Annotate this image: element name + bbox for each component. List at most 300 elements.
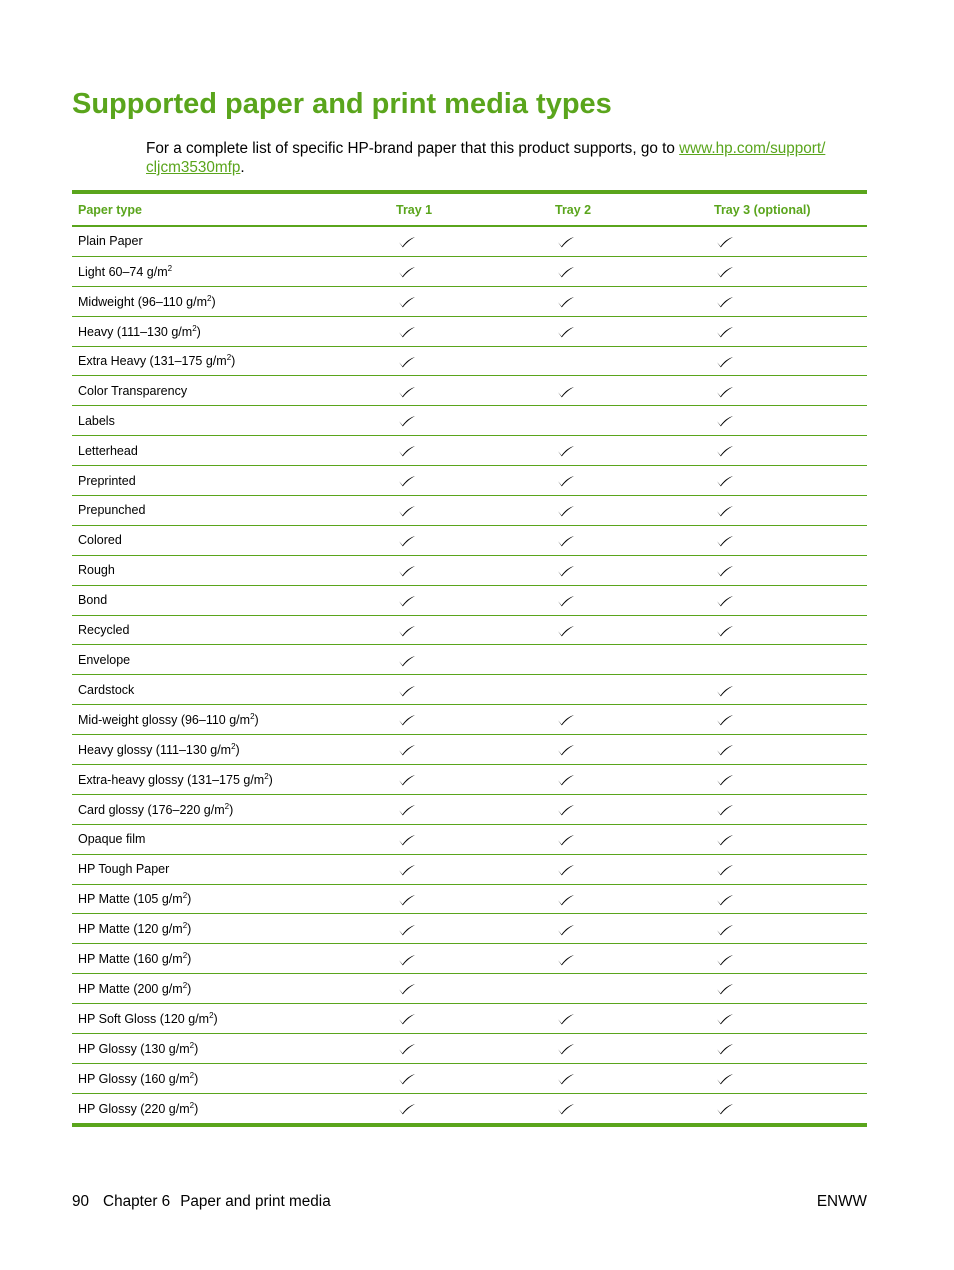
table-row [72, 884, 867, 914]
tray-3-cell [708, 496, 867, 526]
unit-superscript: 2 [182, 921, 188, 931]
paper-type-cell [72, 436, 390, 466]
tray-2-cell [549, 406, 708, 436]
tray-3-cell [708, 376, 867, 406]
table-row [72, 1034, 867, 1064]
checkmark-icon [714, 563, 734, 577]
paper-type-name: HP Tough Paper [78, 862, 170, 877]
paper-type-cell [72, 794, 390, 824]
tray-2-cell [549, 1034, 708, 1064]
tray-1-cell [390, 884, 549, 914]
paper-type-name: Cardstock [78, 682, 135, 697]
tray-2-cell [549, 256, 708, 286]
intro-paragraph [146, 139, 876, 177]
table-row [72, 824, 867, 854]
checkmark-icon [396, 1041, 416, 1055]
checkmark-icon [555, 533, 575, 547]
unit-superscript: 2 [182, 951, 188, 961]
paper-type-suffix: ) [194, 1042, 199, 1057]
tray-2-cell [549, 914, 708, 944]
checkmark-icon [714, 952, 734, 966]
checkmark-icon [714, 713, 734, 727]
table-row [72, 735, 867, 765]
tray-1-cell [390, 406, 549, 436]
paper-type-cell [72, 1063, 390, 1093]
unit-superscript: 2 [207, 293, 212, 303]
checkmark-icon [396, 713, 416, 727]
table-row [72, 346, 867, 376]
checkmark-icon [555, 713, 575, 727]
tray-2-cell [549, 555, 708, 585]
paper-type-cell [72, 735, 390, 765]
tray-3-cell [708, 854, 867, 884]
checkmark-icon [396, 1071, 416, 1085]
paper-type-name: Rough [78, 563, 115, 578]
table-row [72, 1004, 867, 1034]
paper-type-cell [72, 824, 390, 854]
checkmark-icon [396, 743, 416, 757]
paper-type-suffix: ) [187, 952, 192, 967]
checkmark-icon [714, 892, 734, 906]
unit-superscript: 2 [167, 263, 173, 273]
checkmark-icon [714, 1101, 734, 1115]
checkmark-icon [555, 862, 575, 876]
tray-1-cell [390, 765, 549, 795]
tray-3-cell [708, 765, 867, 795]
checkmark-icon [555, 503, 575, 517]
table-row [72, 406, 867, 436]
paper-type-name: HP Matte (160 g/m [78, 952, 183, 967]
checkmark-icon [396, 264, 416, 278]
checkmark-icon [396, 384, 416, 398]
tray-2-cell [549, 346, 708, 376]
checkmark-icon [714, 384, 734, 398]
tray-2-cell [549, 854, 708, 884]
tray-1-cell [390, 256, 549, 286]
paper-type-cell [72, 316, 390, 346]
checkmark-icon [714, 503, 734, 517]
checkmark-icon [714, 414, 734, 428]
paper-type-table-container [72, 190, 867, 1127]
checkmark-icon [714, 444, 734, 458]
unit-superscript: 2 [250, 712, 255, 722]
table-row [72, 794, 867, 824]
paper-type-cell [72, 346, 390, 376]
table-row [72, 256, 867, 286]
checkmark-icon [714, 862, 734, 876]
tray-2-cell [549, 1004, 708, 1034]
table-row [72, 226, 867, 256]
tray-2-cell [549, 376, 708, 406]
table-row [72, 944, 867, 974]
tray-3-cell [708, 794, 867, 824]
tray-3-cell [708, 1004, 867, 1034]
tray-1-cell [390, 675, 549, 705]
footer-locale: ENWW [816, 1193, 867, 1210]
checkmark-icon [555, 563, 575, 577]
checkmark-icon [714, 1071, 734, 1085]
checkmark-icon [714, 474, 734, 488]
checkmark-icon [555, 294, 575, 308]
checkmark-icon [714, 772, 734, 786]
tray-1-cell [390, 854, 549, 884]
paper-type-name: HP Matte (120 g/m [78, 922, 183, 937]
tray-1-cell [390, 824, 549, 854]
tray-1-cell [390, 735, 549, 765]
tray-2-cell [549, 585, 708, 615]
checkmark-icon [555, 892, 575, 906]
tray-3-cell [708, 705, 867, 735]
page-title: Supported paper and print media types [72, 88, 612, 120]
checkmark-icon [714, 832, 734, 846]
paper-type-cell [72, 555, 390, 585]
paper-type-suffix: ) [194, 1071, 199, 1086]
checkmark-icon [396, 444, 416, 458]
tray-1-cell [390, 496, 549, 526]
paper-type-cell [72, 256, 390, 286]
tray-1-cell [390, 615, 549, 645]
paper-type-suffix: ) [213, 1012, 218, 1027]
tray-1-cell [390, 944, 549, 974]
checkmark-icon [396, 474, 416, 488]
unit-superscript: 2 [209, 1011, 214, 1021]
checkmark-icon [396, 802, 416, 816]
unit-superscript: 2 [182, 981, 188, 991]
paper-type-suffix: ) [235, 743, 240, 758]
checkmark-icon [714, 982, 734, 996]
page-footer [72, 1193, 867, 1211]
tray-3-cell [708, 944, 867, 974]
table-row [72, 585, 867, 615]
page-number: 90 [72, 1193, 90, 1210]
intro-end: . [240, 159, 245, 176]
table-row [72, 525, 867, 555]
table-row [72, 436, 867, 466]
tray-2-cell [549, 645, 708, 675]
checkmark-icon [396, 862, 416, 876]
tray-3-cell [708, 406, 867, 436]
paper-type-suffix: ) [194, 1101, 199, 1116]
chapter-label: Chapter 6 [103, 1193, 171, 1210]
paper-type-name: Bond [78, 593, 108, 608]
unit-superscript: 2 [189, 1040, 195, 1050]
paper-type-cell [72, 675, 390, 705]
paper-type-cell [72, 765, 390, 795]
table-row [72, 705, 867, 735]
tray-3-cell [708, 316, 867, 346]
checkmark-icon [555, 474, 575, 488]
paper-type-cell [72, 854, 390, 884]
paper-type-cell [72, 944, 390, 974]
tray-3-cell [708, 914, 867, 944]
unit-superscript: 2 [264, 771, 269, 781]
table-header-row [72, 194, 867, 226]
checkmark-icon [396, 563, 416, 577]
tray-1-cell [390, 376, 549, 406]
tray-2-cell [549, 525, 708, 555]
tray-2-cell [549, 615, 708, 645]
hp-support-link[interactable]: www.hp.com/support/ cljcm3530mfp [146, 140, 826, 176]
checkmark-icon [396, 772, 416, 786]
paper-type-cell [72, 1004, 390, 1034]
paper-type-cell [72, 914, 390, 944]
checkmark-icon [396, 294, 416, 308]
table-row [72, 1063, 867, 1093]
checkmark-icon [396, 1012, 416, 1026]
tray-3-cell [708, 884, 867, 914]
tray-2-cell [549, 1093, 708, 1122]
paper-type-cell [72, 585, 390, 615]
unit-superscript: 2 [189, 1070, 195, 1080]
paper-type-name: Extra Heavy (131–175 g/m [78, 354, 227, 369]
paper-type-cell [72, 615, 390, 645]
table-row [72, 376, 867, 406]
checkmark-icon [555, 772, 575, 786]
paper-type-suffix: ) [187, 922, 192, 937]
checkmark-icon [396, 414, 416, 428]
checkmark-icon [714, 354, 734, 368]
tray-3-cell [708, 675, 867, 705]
unit-superscript: 2 [231, 742, 236, 751]
paper-type-table [72, 194, 867, 1123]
table-row [72, 974, 867, 1004]
paper-type-name: HP Matte (105 g/m [78, 892, 183, 907]
table-body [72, 226, 867, 1123]
tray-1-cell [390, 1004, 549, 1034]
unit-superscript: 2 [224, 801, 230, 811]
table-row [72, 854, 867, 884]
paper-type-cell [72, 705, 390, 735]
tray-2-cell [549, 884, 708, 914]
intro-text: For a complete list of specific HP-brand paper that this product supports, go to [146, 140, 680, 157]
paper-type-suffix: ) [254, 713, 259, 728]
checkmark-icon [396, 503, 416, 517]
checkmark-icon [714, 922, 734, 936]
table-row [72, 316, 867, 346]
tray-1-cell [390, 645, 549, 675]
tray-1-cell [390, 346, 549, 376]
checkmark-icon [396, 653, 416, 667]
unit-superscript: 2 [182, 891, 188, 901]
tray-2-cell [549, 466, 708, 496]
checkmark-icon [555, 743, 575, 757]
paper-type-cell [72, 645, 390, 675]
paper-type-suffix: ) [211, 294, 216, 309]
table-row [72, 496, 867, 526]
paper-type-name: HP Glossy (130 g/m [78, 1042, 190, 1057]
checkmark-icon [555, 1071, 575, 1085]
tray-2-cell [549, 316, 708, 346]
tray-1-cell [390, 466, 549, 496]
tray-1-cell [390, 1034, 549, 1064]
paper-type-cell [72, 226, 390, 256]
header-paper-type: Paper type [72, 194, 390, 226]
tray-3-cell [708, 585, 867, 615]
paper-type-cell [72, 974, 390, 1004]
checkmark-icon [396, 593, 416, 607]
checkmark-icon [714, 324, 734, 338]
checkmark-icon [555, 234, 575, 248]
checkmark-icon [396, 324, 416, 338]
paper-type-suffix: ) [268, 773, 273, 788]
paper-type-name: Heavy (111–130 g/m [78, 324, 193, 339]
tray-1-cell [390, 316, 549, 346]
paper-type-name: Prepunched [78, 503, 146, 518]
paper-type-name: Extra-heavy glossy (131–175 g/m [78, 773, 265, 788]
tray-3-cell [708, 256, 867, 286]
paper-type-name: Light 60–74 g/m [78, 264, 168, 279]
tray-1-cell [390, 585, 549, 615]
table-row [72, 615, 867, 645]
checkmark-icon [714, 533, 734, 547]
header-tray-2: Tray 2 [549, 194, 708, 226]
tray-3-cell [708, 1034, 867, 1064]
checkmark-icon [714, 1041, 734, 1055]
paper-type-name: Heavy glossy (111–130 g/m [78, 743, 232, 758]
tray-1-cell [390, 794, 549, 824]
paper-type-cell [72, 376, 390, 406]
checkmark-icon [396, 354, 416, 368]
tray-1-cell [390, 436, 549, 466]
paper-type-name: Card glossy (176–220 g/m [78, 802, 225, 817]
chapter-title: Paper and print media [180, 1193, 331, 1210]
checkmark-icon [555, 1041, 575, 1055]
table-row [72, 675, 867, 705]
paper-type-name: Mid-weight glossy (96–110 g/m [78, 713, 251, 728]
checkmark-icon [555, 802, 575, 816]
checkmark-icon [555, 623, 575, 637]
table-row [72, 914, 867, 944]
paper-type-name: Envelope [78, 652, 131, 667]
paper-type-cell [72, 884, 390, 914]
paper-type-suffix: ) [187, 892, 192, 907]
checkmark-icon [555, 952, 575, 966]
tray-2-cell [549, 675, 708, 705]
tray-1-cell [390, 914, 549, 944]
unit-superscript: 2 [192, 323, 197, 333]
tray-2-cell [549, 705, 708, 735]
paper-type-name: HP Matte (200 g/m [78, 982, 183, 997]
checkmark-icon [555, 264, 575, 278]
tray-1-cell [390, 705, 549, 735]
tray-1-cell [390, 226, 549, 256]
unit-superscript: 2 [226, 353, 232, 363]
paper-type-suffix: ) [229, 802, 234, 817]
tray-1-cell [390, 1063, 549, 1093]
paper-type-suffix: ) [196, 324, 201, 339]
tray-2-cell [549, 974, 708, 1004]
paper-type-cell [72, 286, 390, 316]
tray-3-cell [708, 735, 867, 765]
checkmark-icon [555, 832, 575, 846]
tray-3-cell [708, 286, 867, 316]
table-row [72, 555, 867, 585]
checkmark-icon [714, 1012, 734, 1026]
paper-type-name: Opaque film [78, 832, 146, 847]
checkmark-icon [396, 533, 416, 547]
paper-type-suffix: ) [187, 982, 192, 997]
table-row [72, 466, 867, 496]
tray-3-cell [708, 555, 867, 585]
checkmark-icon [714, 593, 734, 607]
tray-1-cell [390, 555, 549, 585]
checkmark-icon [396, 832, 416, 846]
tray-2-cell [549, 824, 708, 854]
checkmark-icon [714, 234, 734, 248]
paper-type-name: HP Soft Gloss (120 g/m [78, 1012, 210, 1027]
paper-type-cell [72, 406, 390, 436]
checkmark-icon [555, 384, 575, 398]
checkmark-icon [396, 234, 416, 248]
tray-1-cell [390, 974, 549, 1004]
paper-type-suffix: ) [231, 354, 236, 369]
checkmark-icon [555, 1012, 575, 1026]
tray-2-cell [549, 735, 708, 765]
checkmark-icon [396, 683, 416, 697]
checkmark-icon [714, 743, 734, 757]
tray-2-cell [549, 794, 708, 824]
checkmark-icon [396, 982, 416, 996]
checkmark-icon [396, 952, 416, 966]
tray-3-cell [708, 974, 867, 1004]
tray-3-cell [708, 824, 867, 854]
header-tray-3: Tray 3 (optional) [708, 194, 867, 226]
paper-type-cell [72, 496, 390, 526]
tray-3-cell [708, 1093, 867, 1122]
checkmark-icon [555, 444, 575, 458]
tray-1-cell [390, 286, 549, 316]
checkmark-icon [396, 922, 416, 936]
header-tray-1: Tray 1 [390, 194, 549, 226]
table-row [72, 645, 867, 675]
checkmark-icon [714, 802, 734, 816]
tray-3-cell [708, 1063, 867, 1093]
paper-type-name: Preprinted [78, 473, 136, 488]
tray-1-cell [390, 525, 549, 555]
tray-3-cell [708, 226, 867, 256]
tray-3-cell [708, 346, 867, 376]
paper-type-cell [72, 1093, 390, 1122]
table-row [72, 1093, 867, 1122]
tray-3-cell [708, 525, 867, 555]
checkmark-icon [396, 892, 416, 906]
paper-type-name: Color Transparency [78, 383, 188, 398]
tray-3-cell [708, 645, 867, 675]
tray-3-cell [708, 436, 867, 466]
tray-1-cell [390, 1093, 549, 1122]
checkmark-icon [714, 683, 734, 697]
paper-type-cell [72, 525, 390, 555]
paper-type-name: Colored [78, 533, 122, 548]
checkmark-icon [396, 623, 416, 637]
checkmark-icon [396, 1101, 416, 1115]
paper-type-name: Recycled [78, 623, 130, 638]
tray-3-cell [708, 466, 867, 496]
paper-type-cell [72, 1034, 390, 1064]
checkmark-icon [555, 1101, 575, 1115]
checkmark-icon [555, 922, 575, 936]
tray-2-cell [549, 944, 708, 974]
checkmark-icon [714, 623, 734, 637]
paper-type-name: HP Glossy (220 g/m [78, 1101, 190, 1116]
paper-type-name: Labels [78, 413, 115, 428]
tray-2-cell [549, 496, 708, 526]
paper-type-cell [72, 466, 390, 496]
tray-2-cell [549, 765, 708, 795]
unit-superscript: 2 [189, 1100, 195, 1110]
tray-2-cell [549, 436, 708, 466]
table-row [72, 286, 867, 316]
